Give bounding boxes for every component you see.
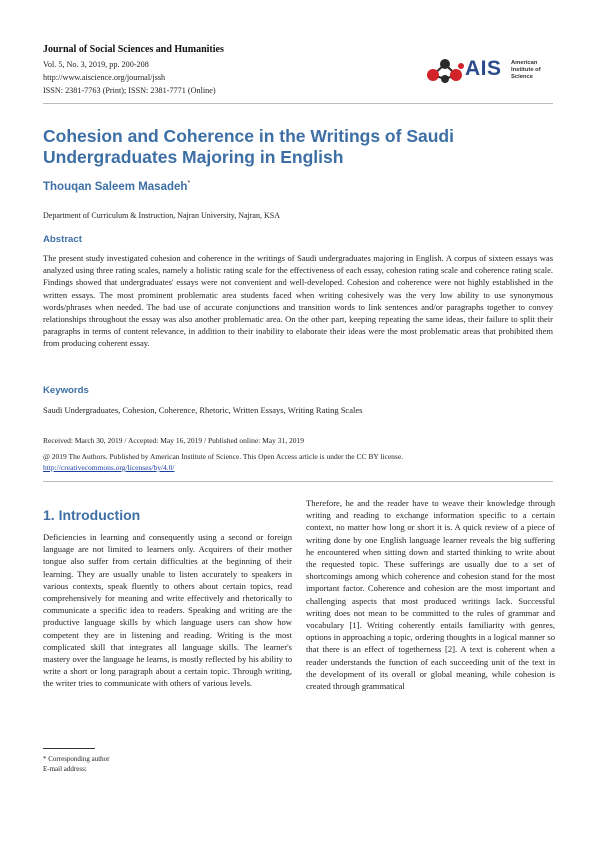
license-notice: @ 2019 The Authors. Published by American Institute of Science. This Open Access article is under the CC BY license. http://creativecommons.org/licenses/by/4.0/	[43, 452, 404, 472]
corresponding-author-note: * Corresponding author	[43, 755, 110, 763]
abstract-heading: Abstract	[43, 234, 82, 245]
section-divider	[43, 481, 553, 482]
ais-logo	[425, 55, 555, 87]
article-title: Cohesion and Coherence in the Writings of Saudi Undergraduates Majoring in English	[43, 126, 454, 167]
introduction-heading: 1. Introduction	[43, 507, 141, 523]
molecule-icon	[425, 55, 465, 87]
author-name: Thouqan Saleem Masadeh*	[43, 180, 191, 193]
logo-text: AIS	[465, 57, 502, 80]
logo-subtitle: American Institute of Science	[511, 60, 541, 80]
footnote-divider	[43, 748, 95, 749]
journal-url[interactable]: http://www.aiscience.org/journal/jssh	[43, 73, 166, 82]
email-label: E-mail address:	[43, 764, 87, 773]
abstract-text: The present study investigated cohesion and coherence in the writings of Saudi undergraduates majoring in English. A corpus of sixteen essays was analyzed using three rating scales, namely a holistic rating scale for the effectiveness of each essay, cohesion rating scale and coherence rating scale. Findings showed that undergraduates' essays were not convenient and well-developed. Cohesion and coherence were not highly established in the written essays. The most prominent problematic area students faced when writing cohesively was the very low ability to use synonymous words/phrases when needed. The bad use of accurate conjunctions and transition words to link sentences and/or paragraphs together to convey relationships throughout the essay was also another problematic area. On the other part, keeping repeating the same ideas, their failure to split their paragraphs in terms of content relevance, in addition to their inability to elaborate their ideas were the most problematic areas that prohibited them from producing coherent essay.	[43, 253, 553, 349]
keywords-heading: Keywords	[43, 385, 89, 396]
header-divider	[43, 103, 553, 104]
affiliation: Department of Curriculum & Instruction, Najran University, Najran, KSA	[43, 211, 280, 220]
journal-name: Journal of Social Sciences and Humanities	[43, 44, 224, 55]
intro-right-column: Therefore, he and the reader have to weave their knowledge through writing and reading to exchange information specific to a certain context, no matter how long or short it is. A quick review of a piece of writing done by one English language learner reveals the big suffering he encountered when sitting down and started thinking to write about the requested topic. These sufferings are usually due to a set of shortcomings among which coherence and cohesion stand for the most important factor. Coherence and cohesion are the most important and challenging aspects that most produced writings lack. Successful writing does not mean to be committed to the rules of grammar and vocabulary [1]. Writing coherently entails familiarity with genres, options in approaching a topic, ordering thoughts in a logical manner so that there is an effect of togetherness [2]. A text is coherent when a reader understands the function of each succeeding unit of the text in the development of its overall or global meaning, while cohesion is created through grammatical	[306, 498, 555, 692]
footnote	[43, 755, 110, 774]
keywords-text: Saudi Undergraduates, Cohesion, Coherence, Rhetoric, Written Essays, Writing Rating Scales	[43, 405, 363, 415]
publication-dates: Received: March 30, 2019 / Accepted: May 16, 2019 / Published online: May 31, 2019	[43, 436, 304, 445]
corresponding-mark: *	[187, 180, 191, 187]
intro-left-column: Deficiencies in learning and consequently using a second or foreign language are not limited to learners only. Acquirers of their mother tongue also suffer from certain difficulties at the beginning of their learning. They are usually unable to listen accurately to speakers in various contexts, speak fluently to others about certain topics, read comprehensively for meaning and write effectively and rhetorically to communicate a specific idea to readers. Speaking and writing are the productive language skills by which language users can show how competent they are in listening and reading. Writing is the most complicated skill that integrates all language skills. The learner's mastery over the language he learns, is mostly reflected by his ability to write a short or long paragraph about a certain topic. Through writing, the writer tries to communicate with others of various levels.	[43, 532, 292, 689]
issn: ISSN: 2381-7763 (Print); ISSN: 2381-7771 (Online)	[43, 86, 216, 95]
license-link[interactable]: http://creativecommons.org/licenses/by/4.0/	[43, 463, 175, 472]
volume-info: Vol. 5, No. 3, 2019, pp. 200-208	[43, 60, 149, 69]
